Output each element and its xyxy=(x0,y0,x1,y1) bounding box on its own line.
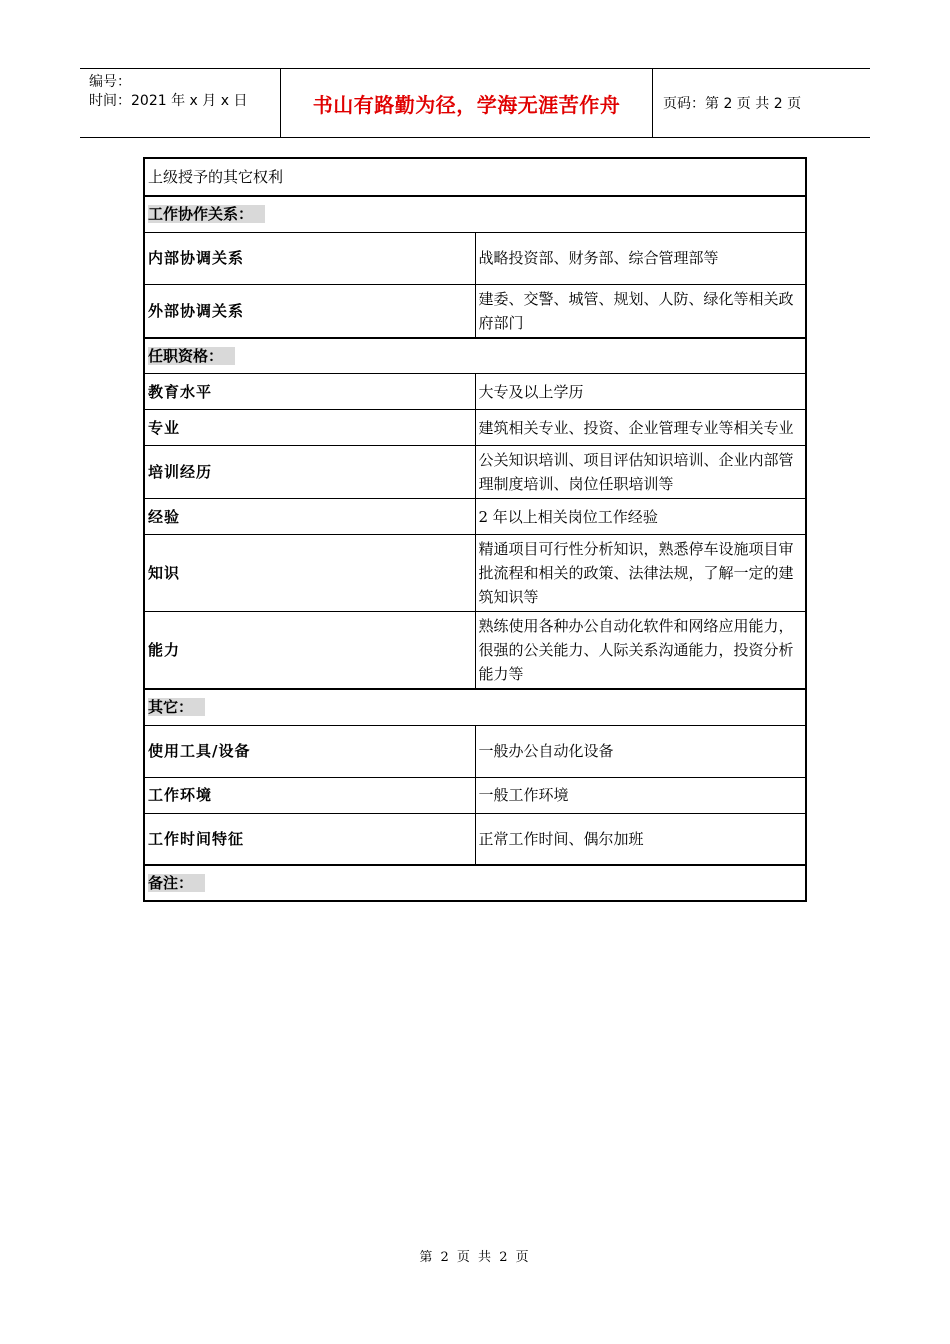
table-row xyxy=(144,777,806,813)
section-cooperation-label: 工作协作关系： xyxy=(148,205,265,223)
section-qualification-label: 任职资格： xyxy=(148,347,235,365)
knowledge-value: 精通项目可行性分析知识，熟悉停车设施项目审批流程和相关的政策、法律法规，了解一定的建筑知识等 xyxy=(475,535,806,612)
environment-value: 一般工作环境 xyxy=(475,777,806,813)
section-other-label: 其它： xyxy=(148,698,205,716)
header-meta xyxy=(80,69,281,137)
document-number-label: 编号： xyxy=(89,74,131,90)
training-value: 公关知识培训、项目评估知识培训、企业内部管理制度培训、岗位任职培训等 xyxy=(475,446,806,499)
header-page-label: 页码：第 2 页 共 2 页 xyxy=(663,96,802,112)
section-qualification xyxy=(144,338,806,374)
page-header xyxy=(80,68,870,138)
worktime-label: 工作时间特征 xyxy=(144,813,475,865)
major-value: 建筑相关专业、投资、企业管理专业等相关专业 xyxy=(475,410,806,446)
experience-label: 经验 xyxy=(144,499,475,535)
table-row xyxy=(144,813,806,865)
document-time-label: 时间：2021 年 x 月 x 日 xyxy=(89,93,248,109)
job-description-table xyxy=(143,157,807,902)
table-row xyxy=(144,535,806,612)
table-row xyxy=(144,446,806,499)
table-row xyxy=(144,689,806,725)
table-row xyxy=(144,865,806,901)
table-row xyxy=(144,612,806,690)
table-row xyxy=(144,374,806,410)
ability-label: 能力 xyxy=(144,612,475,690)
table-row xyxy=(144,499,806,535)
table-row xyxy=(144,338,806,374)
internal-coordination-label: 内部协调关系 xyxy=(144,232,475,284)
section-remarks xyxy=(144,865,806,901)
worktime-value: 正常工作时间、偶尔加班 xyxy=(475,813,806,865)
table-row xyxy=(144,725,806,777)
training-label: 培训经历 xyxy=(144,446,475,499)
table-row xyxy=(144,410,806,446)
education-label: 教育水平 xyxy=(144,374,475,410)
external-coordination-label: 外部协调关系 xyxy=(144,284,475,338)
section-other xyxy=(144,689,806,725)
page-footer: 第 2 页 共 2 页 xyxy=(419,1250,531,1265)
ability-value: 熟练使用各种办公自动化软件和网络应用能力，很强的公关能力、人际关系沟通能力，投资分析能力等 xyxy=(475,612,806,690)
table-row xyxy=(144,196,806,232)
internal-coordination-value: 战略投资部、财务部、综合管理部等 xyxy=(475,232,806,284)
tools-value: 一般办公自动化设备 xyxy=(475,725,806,777)
education-value: 大专及以上学历 xyxy=(475,374,806,410)
tools-label: 使用工具/设备 xyxy=(144,725,475,777)
section-remarks-label: 备注： xyxy=(148,874,205,892)
experience-value: 2 年以上相关岗位工作经验 xyxy=(475,499,806,535)
header-motto: 书山有路勤为径，学海无涯苦作舟 xyxy=(281,69,653,137)
major-label: 专业 xyxy=(144,410,475,446)
table-row xyxy=(144,232,806,284)
table-row xyxy=(144,158,806,196)
knowledge-label: 知识 xyxy=(144,535,475,612)
external-coordination-value: 建委、交警、城管、规划、人防、绿化等相关政府部门 xyxy=(475,284,806,338)
environment-label: 工作环境 xyxy=(144,777,475,813)
section-cooperation xyxy=(144,196,806,232)
other-rights-cell: 上级授予的其它权利 xyxy=(144,158,806,196)
table-row xyxy=(144,284,806,338)
